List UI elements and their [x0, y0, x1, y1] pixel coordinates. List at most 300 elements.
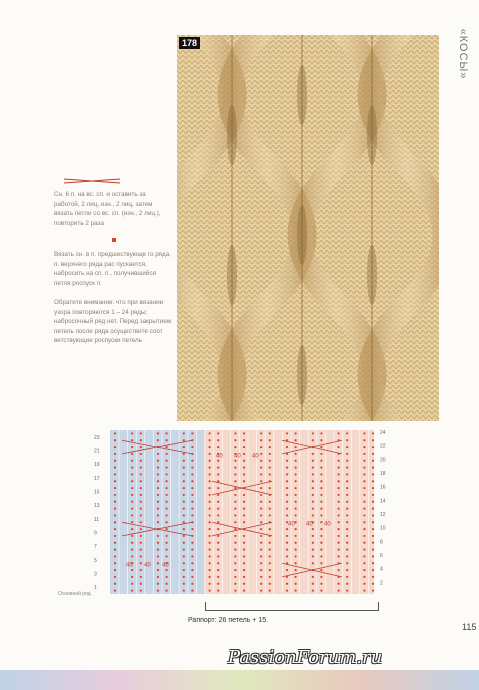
chart-dot [140, 494, 142, 496]
chart-dot [131, 569, 133, 571]
chart-dot [243, 460, 245, 462]
chart-dot [312, 466, 314, 468]
chart-dot [260, 528, 262, 530]
chart-dot [346, 521, 348, 523]
chart-dot [346, 460, 348, 462]
knitting-photo [177, 35, 439, 421]
chart-dot [320, 583, 322, 585]
chart-dot [131, 432, 133, 434]
chart-dot [140, 562, 142, 564]
chart-dot [157, 542, 159, 544]
chart-dot [363, 569, 365, 571]
chart-dot [157, 535, 159, 537]
chart-dot [131, 542, 133, 544]
chart-dot [217, 542, 219, 544]
chart-legend [54, 178, 172, 356]
chart-dot [183, 466, 185, 468]
chart-dot [372, 439, 374, 441]
chart-dot [320, 514, 322, 516]
chart-dot [166, 507, 168, 509]
chart-dot [363, 555, 365, 557]
chart-dot [286, 548, 288, 550]
chart-dot [217, 555, 219, 557]
chart-dot [363, 501, 365, 503]
chart-dot [140, 542, 142, 544]
chart-dot [372, 576, 374, 578]
legend-text-note: Обратите внимание: что при вязании узора повторяются 1 – 24 ряды; набросочный ряд нет. Перед закрытием петель после ряда осуществите соот ветствующие роспуски петель [54, 299, 172, 344]
chart-dot [166, 439, 168, 441]
chart-dot [372, 480, 374, 482]
chart-dot [114, 555, 116, 557]
chart-dot [166, 473, 168, 475]
legend-text-dropped: Вязать сн. в п. предшествующе го ряда, п. верхнего ряда рас пускается, набросить на сп. п., получившийся петля роспуск п. [54, 251, 171, 287]
chart-dot [183, 501, 185, 503]
chart-dot [269, 507, 271, 509]
chart-dot [312, 487, 314, 489]
chart-dot [191, 507, 193, 509]
chart-dot [312, 460, 314, 462]
row-number-right: 10 [380, 525, 386, 532]
row-number-left: 3 [94, 571, 97, 578]
chart-dot [209, 460, 211, 462]
chart-dot [234, 548, 236, 550]
chart-dot [183, 460, 185, 462]
chart-dot [372, 555, 374, 557]
chart-dot [260, 514, 262, 516]
chart-dot [114, 589, 116, 591]
chart-dot [338, 466, 340, 468]
legend-text-cable: Сн. 6 п. на вс. сп. и оставить за работой, 2 лиц, изн., 2 лиц, затем вязать петли со вс. сп. (изн., 2 лиц.), повторить 2 раза [54, 191, 161, 227]
row-number-right: 6 [380, 553, 383, 559]
chart-dot [209, 507, 211, 509]
chart-dot [295, 453, 297, 455]
chart-dot [191, 432, 193, 434]
chart-dot [338, 480, 340, 482]
chart-dot [338, 569, 340, 571]
chart-dot [269, 542, 271, 544]
chart-dot [217, 528, 219, 530]
chart-dot [338, 521, 340, 523]
chart-dot [191, 555, 193, 557]
chart-dot [260, 466, 262, 468]
chart-dot [209, 473, 211, 475]
chart-dot [183, 507, 185, 509]
chart-dot [114, 583, 116, 585]
chart-dot [183, 583, 185, 585]
chart-dot [286, 569, 288, 571]
chart-dot [243, 583, 245, 585]
row-number-left: 17 [94, 475, 100, 482]
chart-dot [209, 466, 211, 468]
chart-dot [243, 473, 245, 475]
chart-dot [191, 583, 193, 585]
row-number-right: 16 [380, 484, 386, 491]
chart-dot [157, 555, 159, 557]
chart-dot [295, 589, 297, 591]
chart-dot [191, 446, 193, 448]
chart-dot [372, 514, 374, 516]
chart-dot [217, 480, 219, 482]
chart-dot [295, 507, 297, 509]
chart-dot [286, 555, 288, 557]
chart-dot [166, 569, 168, 571]
chart-dot [131, 453, 133, 455]
chart-dot [346, 507, 348, 509]
chart-dot [320, 521, 322, 523]
chart-dot [320, 535, 322, 537]
chart-dot [346, 535, 348, 537]
chart-dot [166, 487, 168, 489]
chart-dot [166, 501, 168, 503]
cable-symbol-icon [64, 178, 120, 184]
chart-dot [114, 569, 116, 571]
chart-dot [243, 432, 245, 434]
row-number-right: 18 [380, 471, 386, 477]
chart-dot [157, 569, 159, 571]
chart-dot [166, 555, 168, 557]
chart-dot [372, 507, 374, 509]
chart-dot [234, 501, 236, 503]
chart-dot [157, 460, 159, 462]
chart-dot [260, 562, 262, 564]
chart-dot [209, 535, 211, 537]
chart-dot [157, 453, 159, 455]
row-number-left: 5 [94, 557, 97, 564]
chart-dot [114, 439, 116, 441]
chart-dot [234, 542, 236, 544]
chart-dot [286, 542, 288, 544]
pattern-number: 178 [179, 37, 200, 49]
chart-dot [260, 480, 262, 482]
chart-dot [131, 507, 133, 509]
chart-dot [140, 453, 142, 455]
chart-dot [114, 494, 116, 496]
bottom-image-strip [0, 670, 479, 690]
chart-dot [269, 514, 271, 516]
chart-dot [166, 494, 168, 496]
chart-dot [140, 514, 142, 516]
chart-dot [140, 528, 142, 530]
chart-dot [234, 466, 236, 468]
chart-dot [363, 480, 365, 482]
chart-dot [338, 501, 340, 503]
chart-dot [209, 562, 211, 564]
chart-dot [363, 466, 365, 468]
dot-symbol-icon [112, 238, 116, 242]
chart-dot [114, 501, 116, 503]
row-number-left: 19 [94, 462, 100, 469]
row-number-left: 21 [94, 448, 100, 455]
chart-dot [286, 528, 288, 530]
chart-dot [363, 542, 365, 544]
chart-dot [346, 569, 348, 571]
chart-dot [295, 528, 297, 530]
chart-dot [260, 583, 262, 585]
chart-dot [209, 576, 211, 578]
chart-dot [338, 555, 340, 557]
chart-dot [286, 535, 288, 537]
chart-dot [312, 535, 314, 537]
chart-dot [286, 432, 288, 434]
chart-dot [131, 439, 133, 441]
knitting-photo-image [177, 35, 439, 421]
chart-dot [166, 535, 168, 537]
chart-dot [372, 521, 374, 523]
chart-dot [295, 487, 297, 489]
chart-dot [234, 589, 236, 591]
chart-dot [312, 555, 314, 557]
chart-dot [320, 494, 322, 496]
row-number-left: 15 [94, 489, 100, 496]
chart-dot [217, 514, 219, 516]
chart-dot [157, 576, 159, 578]
chart-dot [166, 466, 168, 468]
chart-dot [183, 569, 185, 571]
chart-dot [243, 535, 245, 537]
chart-dot [338, 548, 340, 550]
chart-dot [183, 521, 185, 523]
chart-dot [346, 555, 348, 557]
chart-dot [157, 562, 159, 564]
chart-dot [209, 583, 211, 585]
chart-dot [157, 501, 159, 503]
chart-dot [320, 487, 322, 489]
chart-dot [191, 548, 193, 550]
chart-dot [346, 494, 348, 496]
chart-dot [346, 466, 348, 468]
chart-dot [183, 446, 185, 448]
chart-dot [295, 548, 297, 550]
chart-dot [140, 480, 142, 482]
chart-dot [338, 514, 340, 516]
chart-dot [114, 507, 116, 509]
chart-dot [295, 562, 297, 564]
chart-dot [131, 473, 133, 475]
chart-dot [286, 480, 288, 482]
chart-dot [157, 473, 159, 475]
chart-dot [209, 542, 211, 544]
chart-dot [131, 501, 133, 503]
chart-dot [131, 514, 133, 516]
chart-dot [157, 507, 159, 509]
chart-dot [183, 555, 185, 557]
chart-dot [260, 432, 262, 434]
chart-dot [157, 521, 159, 523]
chart-dot [234, 446, 236, 448]
chart-dot [260, 555, 262, 557]
chart-dot [131, 446, 133, 448]
chart-dot [140, 569, 142, 571]
chart-dot [183, 480, 185, 482]
chart-dot [183, 514, 185, 516]
chart-dot [217, 487, 219, 489]
chart-dot [140, 439, 142, 441]
chart-marker-40: 40 [324, 521, 331, 528]
chart-dot [269, 555, 271, 557]
chart-dot [114, 521, 116, 523]
chart-dot [157, 583, 159, 585]
chart-dot [372, 446, 374, 448]
chart-dot [131, 460, 133, 462]
chart-dot [372, 494, 374, 496]
chart-dot [269, 453, 271, 455]
row-number-left: 11 [94, 516, 100, 523]
knitting-chart-grid [92, 424, 392, 600]
chart-dot [312, 480, 314, 482]
chart-dot [363, 514, 365, 516]
chart-dot [191, 501, 193, 503]
chart-dot [320, 589, 322, 591]
chart-dot [286, 466, 288, 468]
chart-dot [131, 466, 133, 468]
chart-dot [269, 460, 271, 462]
chart-dot [140, 487, 142, 489]
chart-dot [217, 446, 219, 448]
chart-dot [312, 548, 314, 550]
chart-dot [114, 514, 116, 516]
chart-dot [234, 494, 236, 496]
chart-dot [183, 432, 185, 434]
chart-dot [269, 466, 271, 468]
chart-dot [346, 439, 348, 441]
chart-dot [260, 507, 262, 509]
chart-dot [295, 473, 297, 475]
chart-dot [295, 521, 297, 523]
chart-dot [346, 589, 348, 591]
chart-dot [114, 562, 116, 564]
chart-dot [286, 589, 288, 591]
chart-dot [183, 548, 185, 550]
chart-dot [363, 507, 365, 509]
chart-dot [209, 589, 211, 591]
chart-dot [217, 548, 219, 550]
chart-dot [372, 466, 374, 468]
row-number-left: 23 [94, 434, 100, 441]
chart-dot [295, 501, 297, 503]
chart-dot [260, 487, 262, 489]
chart-dot [209, 521, 211, 523]
chart-dot [131, 583, 133, 585]
chart-dot [114, 487, 116, 489]
chart-dot [131, 521, 133, 523]
chart-dot [295, 480, 297, 482]
chart-dot [372, 487, 374, 489]
chart-dot [243, 548, 245, 550]
chart-dot [217, 576, 219, 578]
chart-dot [243, 576, 245, 578]
chart-dot [140, 432, 142, 434]
row-number-left: 9 [94, 530, 97, 537]
chart-dot [320, 480, 322, 482]
chart-dot [166, 589, 168, 591]
chart-dot [140, 460, 142, 462]
chart-dot [140, 576, 142, 578]
chart-marker-40: 40 [306, 521, 313, 528]
chart-dot [234, 576, 236, 578]
chart-dot [260, 501, 262, 503]
chart-dot [114, 473, 116, 475]
chart-dot [346, 548, 348, 550]
chart-dot [312, 576, 314, 578]
chart-dot [234, 562, 236, 564]
chart-dot [234, 514, 236, 516]
chart-dot [372, 562, 374, 564]
repeat-bracket [205, 602, 379, 611]
chart-dot [217, 589, 219, 591]
chart-dot [183, 494, 185, 496]
chart-dot [140, 501, 142, 503]
chart-dot [183, 528, 185, 530]
chart-dot [191, 460, 193, 462]
chart-dot [372, 589, 374, 591]
section-tab [452, 14, 474, 94]
chart-dot [312, 453, 314, 455]
chart-dot [269, 528, 271, 530]
chart-dot [269, 569, 271, 571]
row-number-left: 1 [94, 585, 97, 592]
chart-dot [312, 583, 314, 585]
chart-dot [209, 480, 211, 482]
chart-dot [363, 494, 365, 496]
chart-dot [295, 583, 297, 585]
chart-dot [320, 460, 322, 462]
chart-dot [312, 473, 314, 475]
chart-dot [312, 494, 314, 496]
chart-dot [157, 494, 159, 496]
chart-dot [338, 432, 340, 434]
chart-dot [320, 507, 322, 509]
chart-dot [183, 487, 185, 489]
chart-dot [346, 583, 348, 585]
chart-dot [131, 480, 133, 482]
chart-dot [243, 514, 245, 516]
chart-dot [140, 583, 142, 585]
chart-dot [243, 569, 245, 571]
chart-dot [295, 569, 297, 571]
chart-dot [209, 494, 211, 496]
chart-dot [346, 432, 348, 434]
chart-dot [166, 542, 168, 544]
chart-dot [234, 473, 236, 475]
chart-dot [243, 494, 245, 496]
chart-dot [140, 548, 142, 550]
chart-dot [363, 562, 365, 564]
chart-dot [131, 528, 133, 530]
chart-dot [217, 460, 219, 462]
chart-dot [131, 576, 133, 578]
chart-dot [312, 528, 314, 530]
chart-dot [191, 473, 193, 475]
chart-dot [157, 480, 159, 482]
chart-dot [346, 453, 348, 455]
row-number-right: 14 [380, 498, 386, 505]
chart-dot [183, 453, 185, 455]
chart-dot [183, 542, 185, 544]
chart-dot [114, 548, 116, 550]
chart-dot [312, 562, 314, 564]
chart-dot [234, 460, 236, 462]
row-number-left: 7 [94, 544, 97, 551]
chart-dot [295, 535, 297, 537]
chart-dot [157, 548, 159, 550]
chart-dot [269, 548, 271, 550]
chart-dot [131, 548, 133, 550]
chart-dot [209, 528, 211, 530]
chart-dot [338, 487, 340, 489]
chart-dot [183, 589, 185, 591]
chart-dot [217, 501, 219, 503]
chart-dot [269, 576, 271, 578]
